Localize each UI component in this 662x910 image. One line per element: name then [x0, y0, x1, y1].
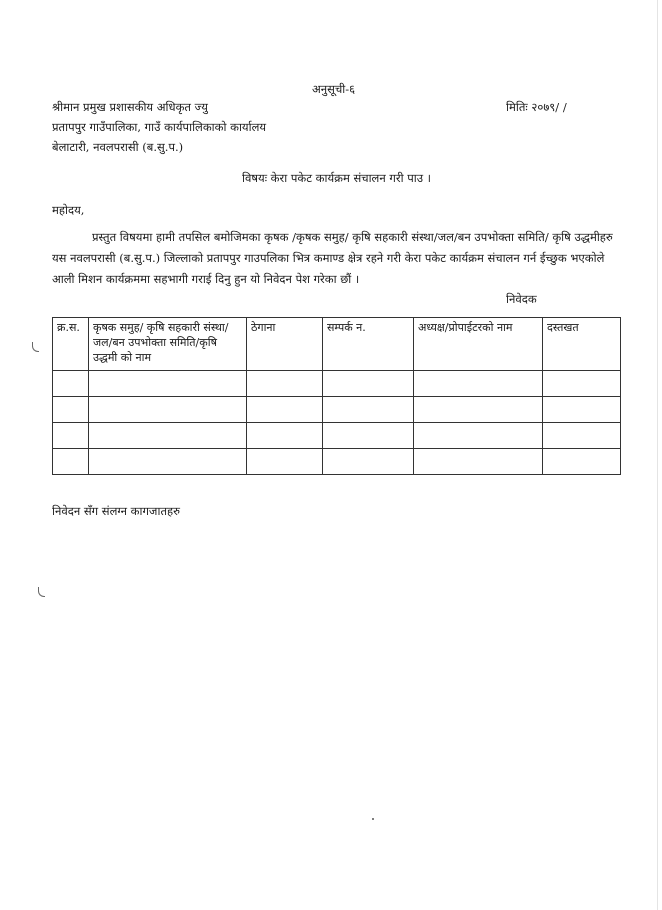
- applicant-table: [52, 317, 621, 475]
- addressee-line-3: बेलाटारी, नवलपरासी (ब.सु.प.): [52, 140, 184, 154]
- table-row: [53, 449, 621, 475]
- body-paragraph: [52, 227, 624, 290]
- col-chairperson: अध्यक्ष/प्रोपाईटरको नाम: [414, 318, 543, 371]
- scan-speck: [372, 818, 374, 820]
- salutation: महोदय,: [52, 203, 85, 217]
- date-field: मितिः २०७९/ /: [506, 100, 567, 114]
- table-cell[interactable]: [543, 397, 621, 423]
- margin-mark: [32, 342, 39, 352]
- table-header-row: [53, 318, 621, 371]
- col-signature: दस्तखत: [543, 318, 621, 371]
- table-cell[interactable]: [414, 423, 543, 449]
- table-cell[interactable]: [323, 397, 414, 423]
- addressee-line-2: प्रतापपुर गाउँपालिका, गाउँ कार्यपालिकाको कार्यालय: [52, 120, 267, 134]
- table-cell[interactable]: [89, 397, 247, 423]
- table-row: [53, 371, 621, 397]
- table-cell[interactable]: [89, 371, 247, 397]
- table-row: [53, 397, 621, 423]
- col-contact: सम्पर्क न.: [323, 318, 414, 371]
- table-cell[interactable]: [89, 449, 247, 475]
- col-group-name: कृषक समुह/ कृषि सहकारी संस्था/ जल/बन उपभोक्ता समिति/कृषि उद्धमी को नाम: [89, 318, 247, 371]
- table-cell[interactable]: [53, 371, 89, 397]
- table-cell[interactable]: [543, 423, 621, 449]
- col-address: ठेगाना: [247, 318, 323, 371]
- table-cell[interactable]: [323, 423, 414, 449]
- schedule-number: अनुसूची-६: [312, 82, 356, 96]
- col-serial: क्र.स.: [53, 318, 89, 371]
- body-line-3: आली मिशन कार्यक्रममा सहभागी गराई दिनु हुन यो निवेदन पेश गरेका छौं ।: [52, 272, 360, 286]
- page-edge: [657, 0, 658, 910]
- table-cell[interactable]: [53, 423, 89, 449]
- applicant-label: निवेदक: [506, 292, 537, 306]
- table-cell[interactable]: [414, 397, 543, 423]
- table-cell[interactable]: [247, 449, 323, 475]
- table-cell[interactable]: [89, 423, 247, 449]
- table-cell[interactable]: [247, 371, 323, 397]
- attachments-label: निवेदन सँग संलग्न कागजातहरु: [52, 504, 180, 518]
- table-cell[interactable]: [543, 371, 621, 397]
- body-line-2: यस नवलपरासी (ब.सु.प.) जिल्लाको प्रतापपुर गाउपलिका भित्र कमाण्ड क्षेत्र रहने गरी केरा पकेट कार्यक्रम संचालन गर्न ईच्छुक भएकोले: [52, 251, 605, 265]
- table-cell[interactable]: [414, 449, 543, 475]
- subject-line: विषयः केरा पकेट कार्यक्रम संचालन गरी पाउ ।: [242, 171, 432, 185]
- table-row: [53, 423, 621, 449]
- table-cell[interactable]: [247, 423, 323, 449]
- table-cell[interactable]: [53, 397, 89, 423]
- table-cell[interactable]: [53, 449, 89, 475]
- table-cell[interactable]: [247, 397, 323, 423]
- margin-mark: [38, 587, 45, 597]
- table-cell[interactable]: [414, 371, 543, 397]
- addressee-line-1: श्रीमान प्रमुख प्रशासकीय अधिकृत ज्यु: [52, 100, 208, 114]
- table-cell[interactable]: [323, 449, 414, 475]
- table-cell[interactable]: [323, 371, 414, 397]
- table-cell[interactable]: [543, 449, 621, 475]
- body-line-1: प्रस्तुत विषयमा हामी तपसिल बमोजिमका कृषक /कृषक समुह/ कृषि सहकारी संस्था/जल/बन उपभोक्ता समिति/ कृषि उद्धमीहरु: [92, 230, 613, 244]
